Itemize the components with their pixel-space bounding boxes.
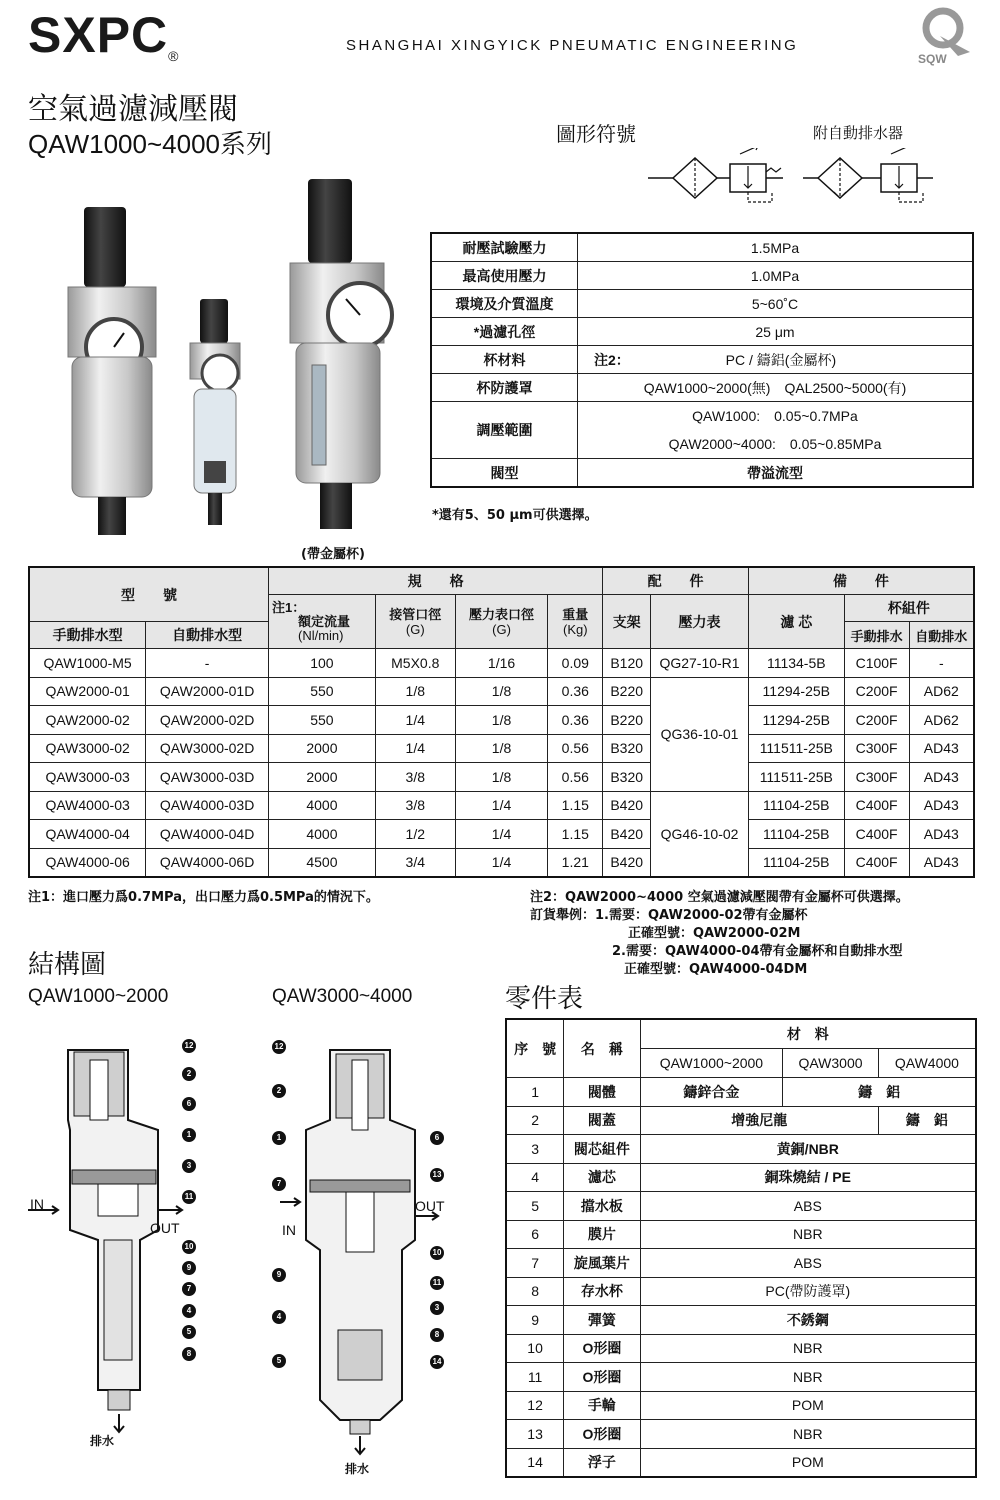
callout-b: 12 xyxy=(272,1040,286,1054)
part-material: PC(帶防護罩) xyxy=(640,1277,976,1306)
product-photos xyxy=(60,175,410,555)
product-qaw2000-photo xyxy=(68,207,156,535)
part-name: 濾芯 xyxy=(564,1163,640,1192)
port-unit: (G) xyxy=(405,621,425,637)
table-row xyxy=(506,1249,976,1278)
table-row xyxy=(29,706,974,735)
part-name: O形圈 xyxy=(564,1334,640,1363)
spec-value-text: PC / 鑄鋁(金屬杯) xyxy=(725,351,837,368)
cell-gauge-port: 1/8 xyxy=(455,734,548,763)
part-no: 4 xyxy=(506,1163,564,1192)
part-material: NBR xyxy=(640,1334,976,1363)
part-no: 14 xyxy=(506,1448,564,1477)
spec-label: 閥型 xyxy=(431,459,578,488)
port-label: 接管口徑 xyxy=(389,606,442,622)
callout-b: 10 xyxy=(430,1246,444,1260)
header-spec: 規 格 xyxy=(269,567,603,595)
cell-port: M5X0.8 xyxy=(375,649,455,678)
cell-gauge-port: 1/8 xyxy=(455,677,548,706)
part-material: NBR xyxy=(640,1220,976,1249)
spec-value: 1.5MPa xyxy=(578,233,974,262)
callout-b: 9 xyxy=(272,1268,286,1282)
callout-a: 4 xyxy=(182,1304,196,1318)
in-label-a: IN xyxy=(30,1196,44,1212)
cell-bowl-auto: AD62 xyxy=(909,677,974,706)
cell-weight: 0.56 xyxy=(548,763,603,792)
table-row xyxy=(506,1363,976,1392)
part-name: 彈簧 xyxy=(564,1306,640,1335)
order-label: 訂貨舉例： xyxy=(530,908,596,923)
cell-bowl-manual: C300F xyxy=(844,763,909,792)
part-no: 6 xyxy=(506,1220,564,1249)
part-no: 5 xyxy=(506,1192,564,1221)
table-row xyxy=(506,1135,976,1164)
table-row xyxy=(29,649,974,678)
spec-table xyxy=(430,232,974,488)
cell-gauge-port: 1/4 xyxy=(455,848,548,877)
cell-port: 1/4 xyxy=(375,706,455,735)
cell-bowl-auto: AD43 xyxy=(909,820,974,849)
parts-table xyxy=(505,1018,977,1478)
spec-row xyxy=(431,318,973,346)
table-row xyxy=(506,1163,976,1192)
cell-bracket: B420 xyxy=(603,848,651,877)
cell-auto: QAW4000-03D xyxy=(146,791,269,820)
spec-row xyxy=(431,290,973,318)
header-bowl-manual: 手動排水 xyxy=(844,622,909,649)
header-gauge-port xyxy=(455,595,548,649)
header-m2: QAW3000 xyxy=(783,1049,879,1078)
table-row xyxy=(506,1078,976,1107)
spec-row xyxy=(431,262,973,290)
table-row xyxy=(506,1106,976,1135)
spec-value: QAW2000~4000: 0.05~0.85MPa xyxy=(578,430,974,459)
spec-row xyxy=(431,374,973,402)
weight-label: 重量 xyxy=(562,606,589,622)
flow-unit: (Nl/min) xyxy=(298,627,344,643)
cell-bowl-manual: C200F xyxy=(844,706,909,735)
spec-value: 5~60˚C xyxy=(578,290,974,318)
structure-model-a: QAW1000~2000 xyxy=(28,986,169,1007)
part-material: ABS xyxy=(640,1249,976,1278)
cell-weight: 1.15 xyxy=(548,791,603,820)
part-material: POM xyxy=(640,1448,976,1477)
callout-b: 3 xyxy=(430,1301,444,1315)
spec-row xyxy=(431,459,973,488)
registered-mark: ® xyxy=(168,48,180,64)
spec-value xyxy=(578,346,974,374)
cell-port: 1/8 xyxy=(375,677,455,706)
spec-row xyxy=(431,233,973,262)
cell-weight: 1.15 xyxy=(548,820,603,849)
callout-b: 2 xyxy=(272,1084,286,1098)
cell-bowl-manual: C100F xyxy=(844,649,909,678)
cell-flow: 100 xyxy=(269,649,376,678)
cell-bracket: B320 xyxy=(603,734,651,763)
cell-gauge-port: 1/8 xyxy=(455,706,548,735)
cell-flow: 4000 xyxy=(269,791,376,820)
cell-element: 11104-25B xyxy=(748,848,844,877)
callout-a: 11 xyxy=(182,1190,196,1204)
cell-flow: 550 xyxy=(269,706,376,735)
callout-b: 8 xyxy=(430,1328,444,1342)
cell-bowl-manual: C400F xyxy=(844,848,909,877)
callout-b: 4 xyxy=(272,1310,286,1324)
cell-bowl-auto: AD43 xyxy=(909,763,974,792)
callout-b: 14 xyxy=(430,1355,444,1369)
callout-a: 9 xyxy=(182,1261,196,1275)
cell-auto: QAW2000-02D xyxy=(146,706,269,735)
header-manual: 手動排水型 xyxy=(29,622,146,649)
cell-gauge: QG36-10-01 xyxy=(651,677,749,791)
cell-bracket: B420 xyxy=(603,791,651,820)
cell-flow: 4500 xyxy=(269,848,376,877)
cell-manual: QAW4000-03 xyxy=(29,791,146,820)
cell-weight: 0.36 xyxy=(548,677,603,706)
part-no: 11 xyxy=(506,1363,564,1392)
table-row xyxy=(29,820,974,849)
cell-bowl-auto: - xyxy=(909,649,974,678)
spec-label: 調壓範圍 xyxy=(431,402,578,459)
gauge-port-unit: (G) xyxy=(492,621,511,637)
parts-heading: 零件表 xyxy=(505,984,584,1014)
cell-bracket: B220 xyxy=(603,677,651,706)
header-material: 材 料 xyxy=(640,1019,976,1049)
part-no: 8 xyxy=(506,1277,564,1306)
cell-element: 11294-25B xyxy=(748,677,844,706)
part-material: 黄銅/NBR xyxy=(640,1135,976,1164)
cell-gauge-port: 1/8 xyxy=(455,763,548,792)
table-row xyxy=(506,1420,976,1449)
spec-value: 1.0MPa xyxy=(578,262,974,290)
frl-symbol-icon xyxy=(648,148,783,208)
cell-bracket: B120 xyxy=(603,649,651,678)
sqw-brand-label: SQW xyxy=(918,52,947,66)
cell-gauge-port: 1/4 xyxy=(455,820,548,849)
company-name: SHANGHAI XINGYICK PNEUMATIC ENGINEERING xyxy=(346,37,799,54)
table-row xyxy=(506,1448,976,1477)
header-m1: QAW1000~2000 xyxy=(640,1049,783,1078)
cell-weight: 1.21 xyxy=(548,848,603,877)
spec-label: 耐壓試驗壓力 xyxy=(431,233,578,262)
auto-drain-heading: 附自動排水器 xyxy=(813,124,904,142)
table-row xyxy=(29,734,974,763)
product-metal-bowl-photo xyxy=(290,179,392,529)
cell-bowl-auto: AD62 xyxy=(909,706,974,735)
cell-auto: QAW4000-04D xyxy=(146,820,269,849)
model-table xyxy=(28,566,975,878)
cell-auto: - xyxy=(146,649,269,678)
cell-manual: QAW3000-02 xyxy=(29,734,146,763)
weight-unit: (Kg) xyxy=(563,621,588,637)
structure-diagram-b xyxy=(280,1040,440,1460)
header-model: 型 號 xyxy=(29,567,269,622)
cell-flow: 4000 xyxy=(269,820,376,849)
structure-model-b: QAW3000~4000 xyxy=(272,986,413,1007)
cell-auto: QAW2000-01D xyxy=(146,677,269,706)
header-element: 濾 芯 xyxy=(748,595,844,649)
cell-port: 3/8 xyxy=(375,791,455,820)
spec-label: 杯材料 xyxy=(431,346,578,374)
part-no: 1 xyxy=(506,1078,564,1107)
cell-auto: QAW4000-06D xyxy=(146,848,269,877)
cell-manual: QAW2000-02 xyxy=(29,706,146,735)
part-material: 鑄 鋁 xyxy=(878,1106,976,1135)
spec-label: 環境及介質溫度 xyxy=(431,290,578,318)
callout-b: 13 xyxy=(430,1168,444,1182)
cell-bowl-manual: C300F xyxy=(844,734,909,763)
part-material: 鑄 鋁 xyxy=(783,1078,976,1107)
product-qaw1000-photo xyxy=(190,299,240,525)
out-label-b: OUT xyxy=(415,1198,445,1214)
part-no: 9 xyxy=(506,1306,564,1335)
spec-row xyxy=(431,346,973,374)
note-1: 注1：進口壓力爲0.7MPa，出口壓力爲0.5MPa的情況下。 xyxy=(28,890,379,905)
cell-element: 11134-5B xyxy=(748,649,844,678)
cell-port: 3/8 xyxy=(375,763,455,792)
cell-port: 1/2 xyxy=(375,820,455,849)
part-name: 手輪 xyxy=(564,1391,640,1420)
part-no: 3 xyxy=(506,1135,564,1164)
header-gauge: 壓力表 xyxy=(651,595,749,649)
cell-weight: 0.09 xyxy=(548,649,603,678)
table-row xyxy=(506,1192,976,1221)
cell-element: 11104-25B xyxy=(748,791,844,820)
flow-note: 注1： xyxy=(272,599,306,615)
header-auto: 自動排水型 xyxy=(146,622,269,649)
in-label-b: IN xyxy=(282,1222,296,1238)
cell-bracket: B420 xyxy=(603,820,651,849)
callout-a: 7 xyxy=(182,1282,196,1296)
part-name: 膜片 xyxy=(564,1220,640,1249)
header-bracket: 支架 xyxy=(603,595,651,649)
callout-b: 11 xyxy=(430,1276,444,1290)
part-name: 存水杯 xyxy=(564,1277,640,1306)
cell-manual: QAW4000-06 xyxy=(29,848,146,877)
header-spares: 備 件 xyxy=(748,567,974,595)
cell-bowl-auto: AD43 xyxy=(909,734,974,763)
cell-bracket: B220 xyxy=(603,706,651,735)
callout-b: 1 xyxy=(272,1131,286,1145)
table-row xyxy=(506,1306,976,1335)
part-no: 7 xyxy=(506,1249,564,1278)
callout-a: 3 xyxy=(182,1159,196,1173)
cell-manual: QAW1000-M5 xyxy=(29,649,146,678)
header-flow xyxy=(269,595,376,649)
part-name: O形圈 xyxy=(564,1363,640,1392)
table-row xyxy=(29,848,974,877)
header-port xyxy=(375,595,455,649)
part-name: 閥芯組件 xyxy=(564,1135,640,1164)
table-row xyxy=(29,763,974,792)
table-row xyxy=(29,791,974,820)
part-no: 2 xyxy=(506,1106,564,1135)
header-name: 名 稱 xyxy=(564,1019,640,1078)
table-row xyxy=(506,1277,976,1306)
callout-a: 8 xyxy=(182,1347,196,1361)
callout-b: 5 xyxy=(272,1354,286,1368)
cell-weight: 0.56 xyxy=(548,734,603,763)
spec-value: 帶溢流型 xyxy=(578,459,974,488)
callout-b: 7 xyxy=(272,1177,286,1191)
callout-a: 12 xyxy=(182,1039,196,1053)
cell-gauge-port: 1/16 xyxy=(455,649,548,678)
cell-manual: QAW3000-03 xyxy=(29,763,146,792)
spec-label: 最高使用壓力 xyxy=(431,262,578,290)
header-weight xyxy=(548,595,603,649)
page-title: 空氣過濾減壓閥 xyxy=(28,92,238,127)
part-material: 銅珠燒結 / PE xyxy=(640,1163,976,1192)
cell-gauge: QG27-10-R1 xyxy=(651,649,749,678)
part-material: POM xyxy=(640,1391,976,1420)
part-name: 閥體 xyxy=(564,1078,640,1107)
cell-element: 111511-25B xyxy=(748,734,844,763)
note-2: 注2：QAW2000~4000 空氣過濾減壓閥帶有金屬杯可供選擇。 xyxy=(530,890,909,905)
part-no: 13 xyxy=(506,1420,564,1449)
cell-element: 11104-25B xyxy=(748,820,844,849)
part-name: 擋水板 xyxy=(564,1192,640,1221)
cell-element: 111511-25B xyxy=(748,763,844,792)
callout-b: 6 xyxy=(430,1131,444,1145)
order-2-model: 正確型號：QAW4000-04DM xyxy=(624,962,808,977)
cell-gauge-port: 1/4 xyxy=(455,791,548,820)
part-material: 增強尼龍 xyxy=(640,1106,878,1135)
spec-label: *過濾孔徑 xyxy=(431,318,578,346)
table-row xyxy=(506,1391,976,1420)
cell-flow: 2000 xyxy=(269,734,376,763)
part-no: 12 xyxy=(506,1391,564,1420)
part-name: 閥蓋 xyxy=(564,1106,640,1135)
cell-flow: 2000 xyxy=(269,763,376,792)
cell-bowl-manual: C400F xyxy=(844,791,909,820)
cell-gauge: QG46-10-02 xyxy=(651,791,749,877)
callout-a: 2 xyxy=(182,1067,196,1081)
cell-manual: QAW2000-01 xyxy=(29,677,146,706)
callout-a: 10 xyxy=(182,1240,196,1254)
table-row xyxy=(506,1220,976,1249)
order-1: 1.需要：QAW2000-02帶有金屬杯 xyxy=(595,908,808,923)
part-name: O形圈 xyxy=(564,1420,640,1449)
part-material: 鑄鋅合金 xyxy=(640,1078,783,1107)
cell-bowl-auto: AD43 xyxy=(909,848,974,877)
part-no: 10 xyxy=(506,1334,564,1363)
gauge-port-label: 壓力表口徑 xyxy=(469,606,535,622)
photo-caption: (帶金屬杯) xyxy=(301,547,365,562)
cell-auto: QAW3000-02D xyxy=(146,734,269,763)
cell-bracket: B320 xyxy=(603,763,651,792)
order-example xyxy=(530,904,808,923)
auto-drain-symbol-icon xyxy=(803,148,938,208)
logo-text: SXPC xyxy=(28,7,169,63)
part-name: 浮子 xyxy=(564,1448,640,1477)
spec-footnote: *還有5、50 μm可供選擇。 xyxy=(432,508,598,523)
cell-auto: QAW3000-03D xyxy=(146,763,269,792)
header-fittings: 配 件 xyxy=(603,567,749,595)
order-1-model: 正確型號：QAW2000-02M xyxy=(628,926,801,941)
page-subtitle: QAW1000~4000系列 xyxy=(28,129,273,159)
drain-label-b: 排水 xyxy=(345,1462,370,1476)
symbol-heading: 圖形符號 xyxy=(556,122,636,146)
table-row xyxy=(29,677,974,706)
spec-value: 25 μm xyxy=(578,318,974,346)
part-name: 旋風葉片 xyxy=(564,1249,640,1278)
header-no: 序 號 xyxy=(506,1019,564,1078)
part-material: 不銹鋼 xyxy=(640,1306,976,1335)
cell-manual: QAW4000-04 xyxy=(29,820,146,849)
cell-bowl-manual: C400F xyxy=(844,820,909,849)
cell-bowl-auto: AD43 xyxy=(909,791,974,820)
spec-row xyxy=(431,402,973,431)
spec-value: QAW1000: 0.05~0.7MPa xyxy=(578,402,974,431)
header-m3: QAW4000 xyxy=(878,1049,976,1078)
callout-a: 1 xyxy=(182,1128,196,1142)
callout-a: 5 xyxy=(182,1325,196,1339)
spec-value: QAW1000~2000(無) QAL2500~5000(有) xyxy=(578,374,974,402)
part-material: NBR xyxy=(640,1420,976,1449)
order-2: 2.需要：QAW4000-04帶有金屬杯和自動排水型 xyxy=(612,944,903,959)
cell-weight: 0.36 xyxy=(548,706,603,735)
cell-port: 1/4 xyxy=(375,734,455,763)
drain-label-a: 排水 xyxy=(90,1434,115,1448)
flow-label: 額定流量 xyxy=(298,613,351,629)
cell-bowl-manual: C200F xyxy=(844,677,909,706)
part-material: ABS xyxy=(640,1192,976,1221)
structure-heading: 結構圖 xyxy=(28,950,107,980)
header-bowl-auto: 自動排水 xyxy=(909,622,974,649)
brand-logo xyxy=(28,6,180,64)
out-label-a: OUT xyxy=(150,1220,180,1236)
table-row xyxy=(506,1334,976,1363)
cell-element: 11294-25B xyxy=(748,706,844,735)
spec-note: 注2： xyxy=(594,351,630,368)
header-bowl-assy: 杯組件 xyxy=(844,595,974,622)
callout-a: 6 xyxy=(182,1097,196,1111)
cell-port: 3/4 xyxy=(375,848,455,877)
spec-label: 杯防護罩 xyxy=(431,374,578,402)
cell-flow: 550 xyxy=(269,677,376,706)
part-material: NBR xyxy=(640,1363,976,1392)
